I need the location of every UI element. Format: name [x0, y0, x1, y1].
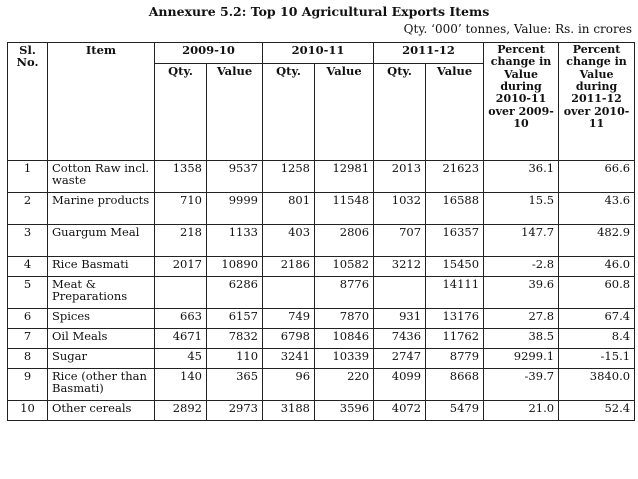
header-year-2010-11: 2010-11: [263, 43, 374, 64]
header-year-2009-10: 2009-10: [155, 43, 263, 64]
table-row: [8, 225, 635, 257]
cell-value: 1133: [207, 225, 263, 257]
cell-item: Marine products: [48, 193, 155, 225]
cell-value: 3596: [315, 401, 374, 421]
cell-pct-change: 67.4: [559, 309, 635, 329]
cell-pct-change: 52.4: [559, 401, 635, 421]
cell-item: Cotton Raw incl. waste: [48, 161, 155, 193]
cell-sl: 10: [8, 401, 48, 421]
cell-pct-change: 66.6: [559, 161, 635, 193]
table-row: [8, 193, 635, 225]
header-qty-2010-11: Qty.: [263, 64, 315, 161]
cell-pct-change: 39.6: [484, 277, 559, 309]
exports-table: [7, 42, 635, 421]
table-row: [8, 401, 635, 421]
header-value-2009-10: Value: [207, 64, 263, 161]
cell-item: Rice (other than Basmati): [48, 369, 155, 401]
table-row: [8, 257, 635, 277]
document-title: Annexure 5.2: Top 10 Agricultural Exports Items: [148, 4, 490, 19]
cell-sl: 4: [8, 257, 48, 277]
cell-value: 9537: [207, 161, 263, 193]
table-row: [8, 277, 635, 309]
cell-qty: 140: [155, 369, 207, 401]
cell-qty: 749: [263, 309, 315, 329]
cell-value: 8668: [426, 369, 484, 401]
header-value-2010-11: Value: [315, 64, 374, 161]
cell-value: 10890: [207, 257, 263, 277]
cell-pct-change: 27.8: [484, 309, 559, 329]
cell-value: 15450: [426, 257, 484, 277]
cell-qty: [155, 277, 207, 309]
header-value-2011-12: Value: [426, 64, 484, 161]
cell-sl: 9: [8, 369, 48, 401]
cell-qty: 218: [155, 225, 207, 257]
cell-value: 8779: [426, 349, 484, 369]
units-note: Qty. ‘000’ tonnes, Value: Rs. in crores: [403, 22, 632, 36]
cell-value: 10339: [315, 349, 374, 369]
cell-value: 21623: [426, 161, 484, 193]
cell-pct-change: 36.1: [484, 161, 559, 193]
cell-value: 10846: [315, 329, 374, 349]
cell-pct-change: -15.1: [559, 349, 635, 369]
cell-value: 13176: [426, 309, 484, 329]
cell-sl: 1: [8, 161, 48, 193]
cell-qty: 3212: [374, 257, 426, 277]
cell-qty: 96: [263, 369, 315, 401]
cell-value: 16357: [426, 225, 484, 257]
cell-value: 7870: [315, 309, 374, 329]
cell-sl: 3: [8, 225, 48, 257]
cell-qty: 2892: [155, 401, 207, 421]
cell-sl: 7: [8, 329, 48, 349]
cell-qty: 663: [155, 309, 207, 329]
cell-item: Other cereals: [48, 401, 155, 421]
cell-qty: 4072: [374, 401, 426, 421]
cell-qty: 2017: [155, 257, 207, 277]
cell-value: 11762: [426, 329, 484, 349]
header-qty-2009-10: Qty.: [155, 64, 207, 161]
cell-qty: [263, 277, 315, 309]
cell-qty: 403: [263, 225, 315, 257]
header-qty-2011-12: Qty.: [374, 64, 426, 161]
cell-value: 2806: [315, 225, 374, 257]
cell-qty: 2747: [374, 349, 426, 369]
cell-pct-change: 8.4: [559, 329, 635, 349]
header-item: Item: [48, 43, 155, 161]
cell-pct-change: 9299.1: [484, 349, 559, 369]
cell-value: 11548: [315, 193, 374, 225]
cell-value: 10582: [315, 257, 374, 277]
header-sl-no: Sl. No.: [8, 43, 48, 161]
cell-pct-change: 15.5: [484, 193, 559, 225]
cell-qty: 7436: [374, 329, 426, 349]
cell-value: 8776: [315, 277, 374, 309]
cell-pct-change: 21.0: [484, 401, 559, 421]
cell-item: Meat & Preparations: [48, 277, 155, 309]
header-year-2011-12: 2011-12: [374, 43, 484, 64]
cell-sl: 6: [8, 309, 48, 329]
cell-pct-change: 3840.0: [559, 369, 635, 401]
table-row: [8, 309, 635, 329]
cell-value: 14111: [426, 277, 484, 309]
cell-item: Rice Basmati: [48, 257, 155, 277]
cell-qty: 707: [374, 225, 426, 257]
cell-pct-change: 482.9: [559, 225, 635, 257]
cell-pct-change: 60.8: [559, 277, 635, 309]
cell-qty: 4099: [374, 369, 426, 401]
cell-pct-change: 147.7: [484, 225, 559, 257]
cell-item: Sugar: [48, 349, 155, 369]
cell-item: Spices: [48, 309, 155, 329]
header-pct-change-2010-11: Percent change in Value during 2010-11 over 2009-10: [484, 43, 559, 161]
cell-qty: [374, 277, 426, 309]
cell-pct-change: -39.7: [484, 369, 559, 401]
cell-pct-change: 46.0: [559, 257, 635, 277]
header-pct-change-2011-12: Percent change in Value during 2011-12 over 2010-11: [559, 43, 635, 161]
cell-qty: 6798: [263, 329, 315, 349]
cell-qty: 1258: [263, 161, 315, 193]
cell-value: 16588: [426, 193, 484, 225]
cell-pct-change: -2.8: [484, 257, 559, 277]
cell-value: 365: [207, 369, 263, 401]
cell-value: 7832: [207, 329, 263, 349]
cell-value: 12981: [315, 161, 374, 193]
cell-value: 6157: [207, 309, 263, 329]
cell-pct-change: 43.6: [559, 193, 635, 225]
cell-qty: 3188: [263, 401, 315, 421]
cell-sl: 5: [8, 277, 48, 309]
cell-item: Guargum Meal: [48, 225, 155, 257]
cell-qty: 801: [263, 193, 315, 225]
cell-value: 5479: [426, 401, 484, 421]
cell-sl: 8: [8, 349, 48, 369]
table-row: [8, 329, 635, 349]
cell-qty: 1032: [374, 193, 426, 225]
cell-qty: 2013: [374, 161, 426, 193]
cell-item: Oil Meals: [48, 329, 155, 349]
cell-qty: 931: [374, 309, 426, 329]
table-row: [8, 349, 635, 369]
cell-qty: 710: [155, 193, 207, 225]
cell-sl: 2: [8, 193, 48, 225]
cell-value: 110: [207, 349, 263, 369]
table-body: [8, 161, 635, 421]
cell-value: 9999: [207, 193, 263, 225]
cell-value: 220: [315, 369, 374, 401]
cell-pct-change: 38.5: [484, 329, 559, 349]
cell-qty: 4671: [155, 329, 207, 349]
table-header: [8, 43, 635, 161]
cell-qty: 2186: [263, 257, 315, 277]
cell-qty: 3241: [263, 349, 315, 369]
cell-qty: 45: [155, 349, 207, 369]
table-row: [8, 369, 635, 401]
cell-value: 2973: [207, 401, 263, 421]
cell-qty: 1358: [155, 161, 207, 193]
table-row: [8, 161, 635, 193]
cell-value: 6286: [207, 277, 263, 309]
